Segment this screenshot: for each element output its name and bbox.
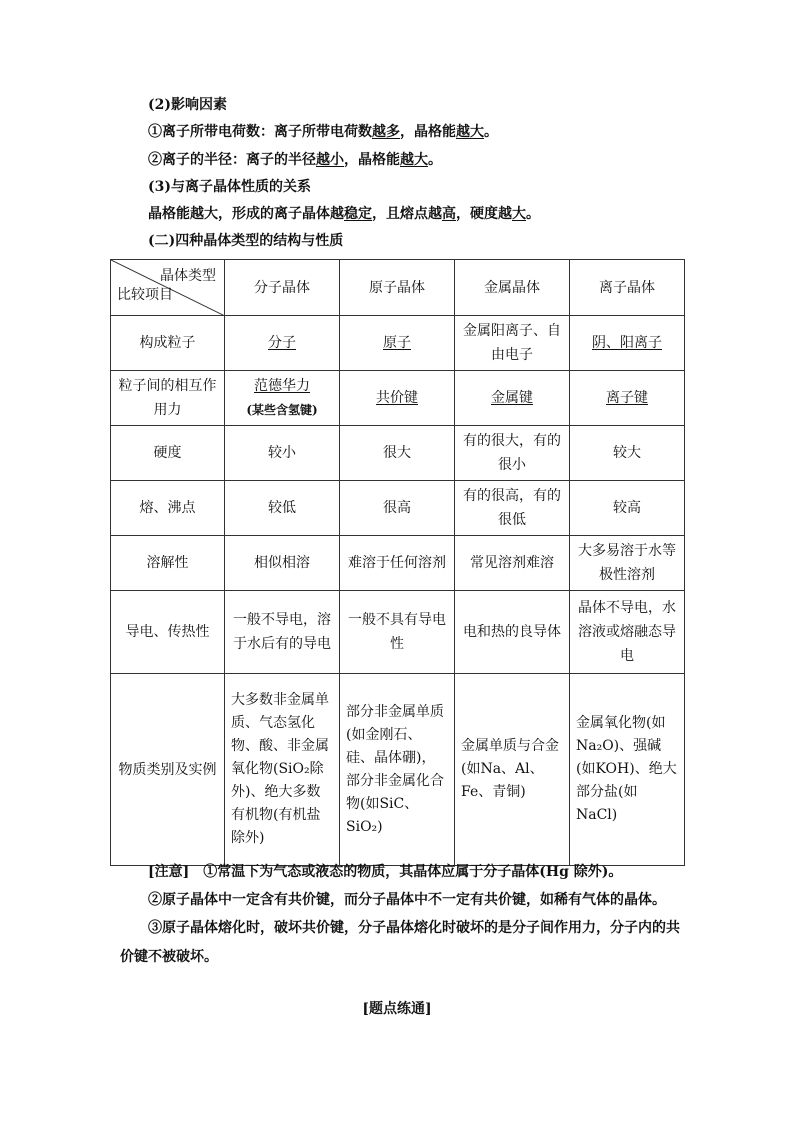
table-cell: 有的很大，有的很小 xyxy=(455,426,570,481)
cell-text: 金属键 xyxy=(491,390,533,406)
text: ，晶格能 xyxy=(400,124,456,140)
table-cell: 较小 xyxy=(225,426,340,481)
table-cell: 相似相溶 xyxy=(225,536,340,591)
col-header: 金属晶体 xyxy=(455,260,570,316)
table-cell xyxy=(340,371,455,426)
text: 。 xyxy=(428,152,442,168)
table-row xyxy=(111,481,685,536)
table-cell xyxy=(570,371,685,426)
table-cell xyxy=(455,371,570,426)
table-row xyxy=(111,536,685,591)
blank-answer: 越小 xyxy=(316,152,344,168)
text: ，晶格能 xyxy=(344,152,400,168)
cell-text: 分子 xyxy=(268,335,296,351)
table-cell: 金属氧化物(如Na₂O)、强碱(如KOH)、绝大部分盐(如NaCl) xyxy=(570,674,685,866)
table-cell: 较大 xyxy=(570,426,685,481)
cell-text: 离子键 xyxy=(606,390,648,406)
cell-note: (某些含氢键) xyxy=(246,403,318,417)
table-cell xyxy=(340,316,455,371)
row-label: 导电、传热性 xyxy=(111,591,225,674)
table-cell: 很大 xyxy=(340,426,455,481)
corner-bottom-label: 比较项目 xyxy=(117,287,173,303)
table-row xyxy=(111,316,685,371)
text: 。 xyxy=(484,124,498,140)
cell-text: 阴、阳离子 xyxy=(592,335,662,351)
factor-charge xyxy=(148,122,498,142)
row-label: 熔、沸点 xyxy=(111,481,225,536)
text: ②离子的半径：离子的半径 xyxy=(148,152,316,168)
table-cell: 很高 xyxy=(340,481,455,536)
text: 晶格能越大，形成的离子晶体越 xyxy=(148,206,344,222)
table-cell: 电和热的良导体 xyxy=(455,591,570,674)
table-cell: 大多易溶于水等极性溶剂 xyxy=(570,536,685,591)
heading-four-crystal-types: (二)四种晶体类型的结构与性质 xyxy=(148,233,344,249)
crystal-comparison-table xyxy=(110,259,685,866)
note-1: [注意] ①常温下为气态或液态的物质，其晶体应属于分子晶体(Hg 除外)。 xyxy=(148,864,623,880)
row-label: 硬度 xyxy=(111,426,225,481)
col-header: 分子晶体 xyxy=(225,260,340,316)
table-cell: 较高 xyxy=(570,481,685,536)
table-cell: 较低 xyxy=(225,481,340,536)
row-label: 粒子间的相互作用力 xyxy=(111,371,225,426)
col-header: 离子晶体 xyxy=(570,260,685,316)
note-2: ②原子晶体中一定含有共价键，而分子晶体中不一定有共价键，如稀有气体的晶体。 xyxy=(148,892,666,908)
row-label: 构成粒子 xyxy=(111,316,225,371)
table-row xyxy=(111,371,685,426)
text: ，且熔点越 xyxy=(372,206,442,222)
text: ，硬度越 xyxy=(456,206,512,222)
blank-answer: 稳定 xyxy=(344,206,372,222)
table-cell xyxy=(225,316,340,371)
row-label: 溶解性 xyxy=(111,536,225,591)
row-label: 物质类别及实例 xyxy=(111,674,225,866)
cell-text: 原子 xyxy=(383,335,411,351)
relation-text xyxy=(148,204,540,224)
note-3-text: ③原子晶体熔化时，破坏共价键，分子晶体熔化时破坏的是分子间作用力，分子内的共价键不被破坏。 xyxy=(120,920,680,965)
corner-top-label: 晶体类型 xyxy=(160,268,216,284)
table-cell: 难溶于任何溶剂 xyxy=(340,536,455,591)
table-cell: 一般不导电，溶于水后有的导电 xyxy=(225,591,340,674)
col-header: 原子晶体 xyxy=(340,260,455,316)
table-cell: 大多数非金属单质、气态氢化物、酸、非金属氧化物(SiO₂除外)、绝大多数有机物(有机盐除外) xyxy=(225,674,340,866)
table-cell xyxy=(225,371,340,426)
table-cell: 一般不具有导电性 xyxy=(340,591,455,674)
text: ①离子所带电荷数：离子所带电荷数 xyxy=(148,124,372,140)
table-row xyxy=(111,591,685,674)
corner-cell xyxy=(111,260,225,316)
blank-answer: 越大 xyxy=(456,124,484,140)
table-cell: 常见溶剂难溶 xyxy=(455,536,570,591)
cell-text: 范德华力 xyxy=(254,378,310,394)
table-cell: 晶体不导电，水溶液或熔融态导电 xyxy=(570,591,685,674)
table-cell xyxy=(570,316,685,371)
table-cell: 金属阳离子、自由电子 xyxy=(455,316,570,371)
table-header-row xyxy=(111,260,685,316)
table-row xyxy=(111,426,685,481)
table-cell: 部分非金属单质(如金刚石、硅、晶体硼)，部分非金属化合物(如SiC、SiO₂) xyxy=(340,674,455,866)
heading-influence-factors: (2)影响因素 xyxy=(148,97,227,113)
blank-answer: 大 xyxy=(512,206,526,222)
text: 。 xyxy=(526,206,540,222)
section-footer-title: [题点练通] xyxy=(362,1001,432,1017)
blank-answer: 高 xyxy=(442,206,456,222)
blank-answer: 越大 xyxy=(400,152,428,168)
cell-text: 共价键 xyxy=(376,390,418,406)
table-cell: 有的很高，有的很低 xyxy=(455,481,570,536)
note-3 xyxy=(120,914,685,972)
factor-radius xyxy=(148,150,442,170)
heading-relation: (3)与离子晶体性质的关系 xyxy=(148,179,311,195)
blank-answer: 越多 xyxy=(372,124,400,140)
table-cell: 金属单质与合金(如Na、Al、Fe、青铜) xyxy=(455,674,570,866)
table-row xyxy=(111,674,685,866)
